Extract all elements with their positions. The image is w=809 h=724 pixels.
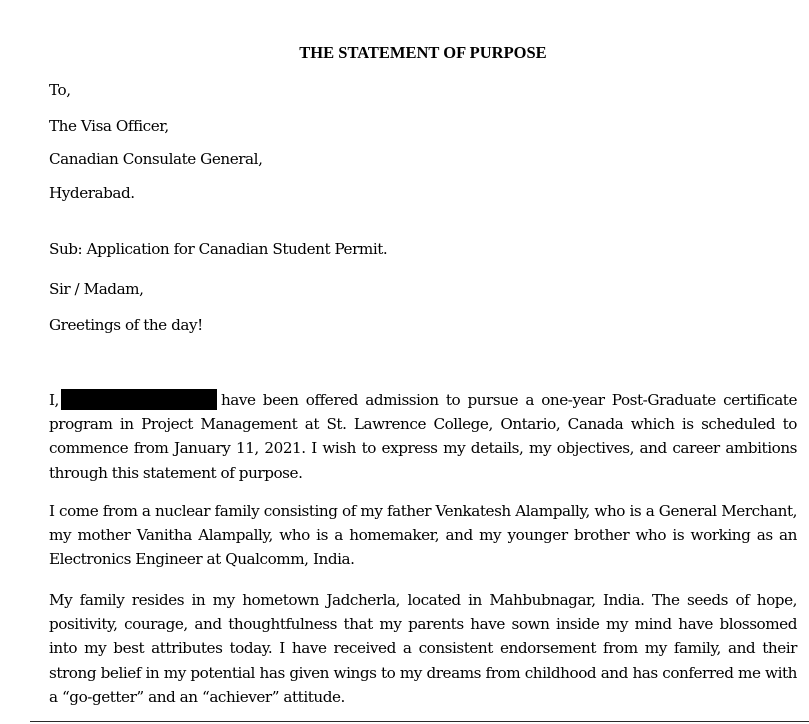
paragraph-admission-prefix: I,: [49, 391, 59, 409]
redacted-name: [61, 389, 217, 410]
address-recipient: The Visa Officer,: [49, 117, 169, 135]
page-bottom-divider: [30, 721, 809, 722]
greeting: Greetings of the day!: [49, 316, 203, 334]
paragraph-admission: [49, 388, 797, 485]
address-city: Hyderabad.: [49, 184, 135, 202]
address-organization: Canadian Consulate General,: [49, 150, 263, 168]
paragraph-admission-text: have been offered admission to pursue a one-year Post-Graduate certificate program in Project Management at St. Lawrence College, Ontario, Canada which is scheduled to commence from January 11, 2021. I wish to express my details, my objectives, and career ambitions through this statement of purpose.: [49, 391, 797, 482]
document-title: THE STATEMENT OF PURPOSE: [299, 43, 547, 62]
salutation: Sir / Madam,: [49, 280, 144, 298]
address-to: To,: [49, 81, 71, 99]
paragraph-family: I come from a nuclear family consisting of my father Venkatesh Alampally, who is a General Merchant, my mother Vanitha Alampally, who is a homemaker, and my younger brother who is working as an Electronics Engineer at Qualcomm, India.: [49, 502, 797, 569]
subject-line: Sub: Application for Canadian Student Permit.: [49, 240, 388, 258]
paragraph-hometown: My family resides in my hometown Jadcherla, located in Mahbubnagar, India. The seeds of hope, positivity, courage, and thoughtfulness that my parents have sown inside my mind have blossomed into my best attributes today. I have received a consistent endorsement from my family, and their strong belief in my potential has given wings to my dreams from childhood and has conferred me with a “go-getter” and an “achiever” attitude.: [49, 591, 797, 706]
